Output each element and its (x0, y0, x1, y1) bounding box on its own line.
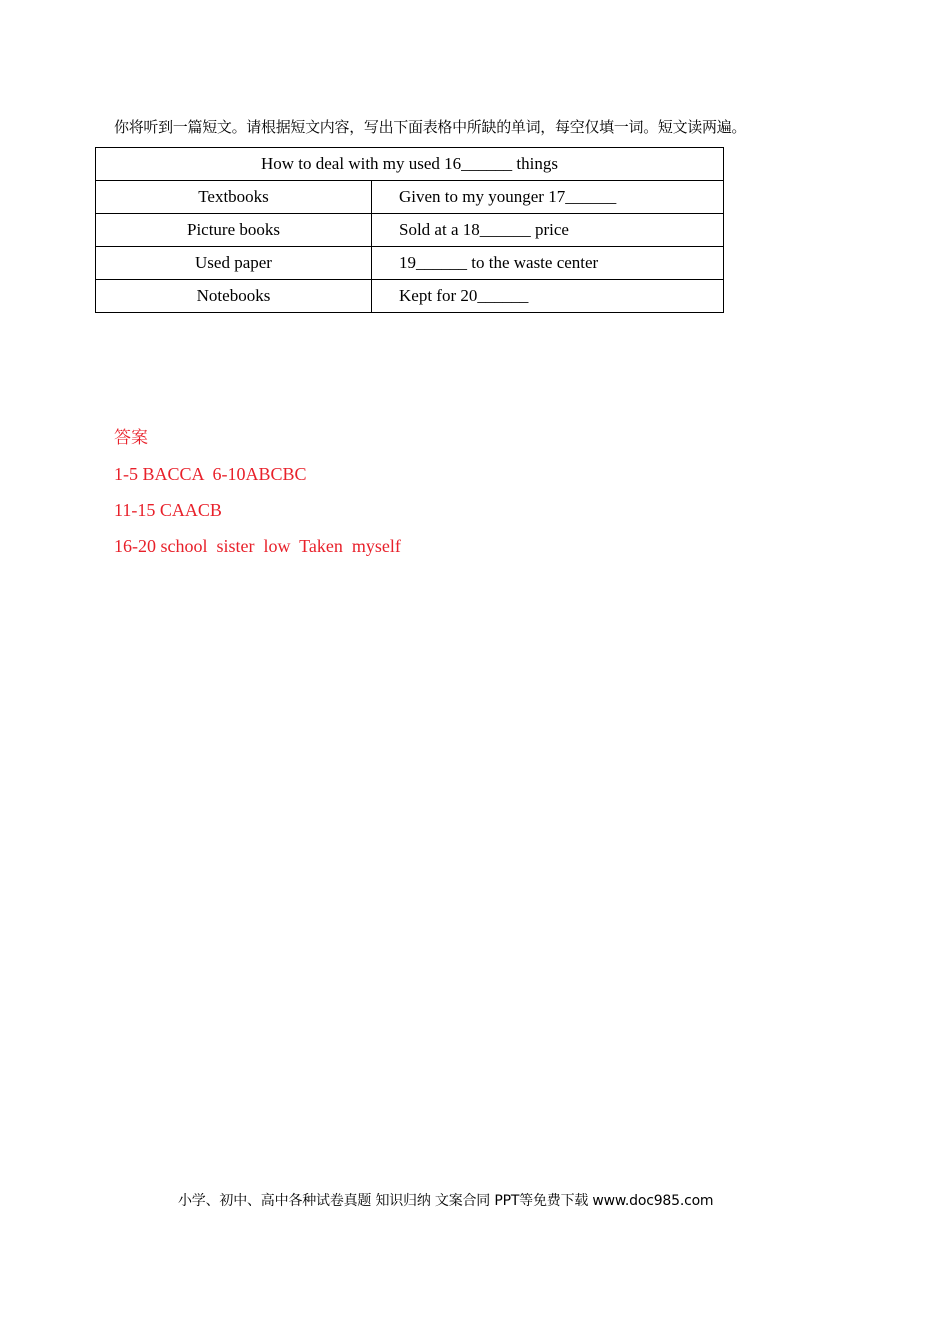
table-action-cell: Sold at a 18______ price (372, 214, 724, 247)
listening-instruction: 你将听到一篇短文。请根据短文内容，写出下面表格中所缺的单词，每空仅填一词。短文读两遍。 (114, 118, 747, 136)
table-item-cell: Notebooks (96, 280, 372, 313)
table-action-cell: 19______ to the waste center (372, 247, 724, 280)
answer-heading: 答案 (114, 428, 148, 448)
table-item-cell: Textbooks (96, 181, 372, 214)
table-row (96, 181, 724, 214)
fill-in-table (95, 147, 724, 313)
table-row (96, 247, 724, 280)
table-action-cell: Kept for 20______ (372, 280, 724, 313)
answer-line: 11-15 CAACB (114, 500, 222, 520)
answer-section (114, 425, 401, 569)
page-footer: 小学、初中、高中各种试卷真题 知识归纳 文案合同 PPT等免费下载 www.doc985.com (178, 1193, 714, 1209)
table-row (96, 214, 724, 247)
table-row (96, 280, 724, 313)
table-header-row (96, 148, 724, 181)
answer-line: 16-20 school sister low Taken myself (114, 536, 401, 556)
table-header: How to deal with my used 16______ things (96, 148, 724, 181)
table-item-cell: Used paper (96, 247, 372, 280)
table-action-cell: Given to my younger 17______ (372, 181, 724, 214)
table-item-cell: Picture books (96, 214, 372, 247)
answer-line: 1-5 BACCA 6-10ABCBC (114, 464, 307, 484)
